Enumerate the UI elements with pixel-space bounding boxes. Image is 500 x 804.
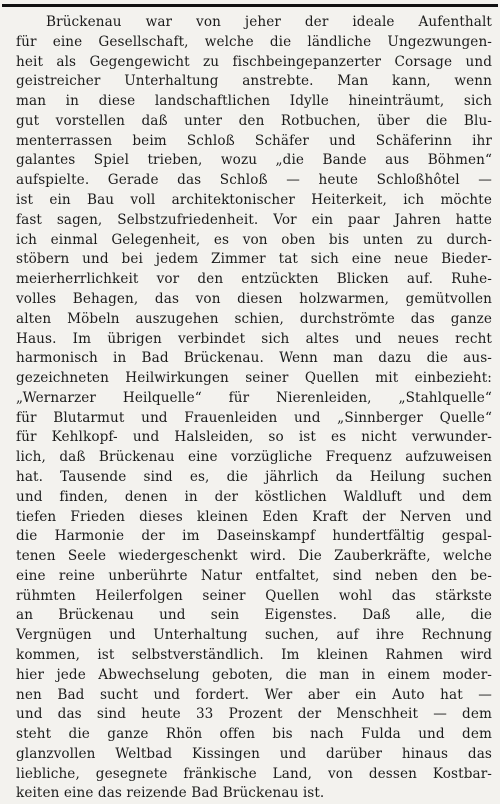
article-line: stöbern und bei jedem Zimmer tat sich eine neue Bieder- [16,251,492,268]
article-line: für eine Gesellschaft, welche die ländliche Ungezwungen- [16,33,492,50]
article-line: keiten eine das reizende Bad Brückenau ist. [16,785,325,802]
top-divider-rule [2,4,498,7]
article-line: eine reine unberührte Natur entfaltet, sind neben den be- [16,567,492,584]
article-line: galantes Spiel trieben, wozu „die Bande aus Böhmen“ [16,152,492,169]
article-body [16,13,492,804]
article-line: meierherrlichkeit vor den entzückten Blicken auf. Ruhe- [16,271,492,288]
article-line: menterrassen beim Schloß Schäfer und Schäferinn ihr [16,132,492,149]
article-line: aufspielte. Gerade das Schloß — heute Schloßhôtel — [16,172,492,189]
article-line: rühmten Heilerfolgen seiner Quellen wohl das stärkste [16,587,492,604]
article-line: ich einmal Gelegenheit, es von oben bis unten zu durch- [16,231,492,248]
article-line: lich, daß Brückenau eine vorzügliche Frequenz aufzuweisen [16,449,492,466]
article-line: Vergnügen und Unterhaltung suchen, auf ihre Rechnung [16,627,492,644]
article-line: und finden, denen in der köstlichen Waldluft und dem [16,488,492,505]
article-line: hat. Tausende sind es, die jährlich da Heilung suchen [16,468,492,485]
article-line: man in diese landschaftlichen Idylle hineinträumt, sich [16,93,492,110]
article-line: alten Möbeln auszugehen schien, durchströmte das ganze [16,310,492,327]
article-line: steht die ganze Rhön offen bis nach Fulda und dem [16,726,492,743]
article-line: harmonisch in Bad Brückenau. Wenn man dazu die aus- [16,350,492,367]
article-line: Haus. Im übrigen verbindet sich altes und neues recht [16,330,492,347]
article-line: „Wernarzer Heilquelle“ für Nierenleiden, „Stahlquelle“ [16,389,492,406]
article-line: ist ein Bau voll architektonischer Heiterkeit, ich möchte [16,192,492,209]
article-line: die Harmonie der im Daseinskampf hundertfältig gespal- [16,528,492,545]
article-line: nen Bad sucht und fordert. Wer aber ein Auto hat — [16,686,492,703]
article-line: gezeichneten Heilwirkungen seiner Quellen mit einbezieht: [16,370,492,387]
article-line: Brückenau war von jeher der ideale Aufenthalt [46,14,492,30]
article-line: heit als Gegengewicht zu fischbeingepanzerter Corsage und [16,53,492,70]
article-line: hier jede Abwechselung geboten, die man in einem moder- [16,666,492,683]
article-line: tiefen Frieden dieses kleinen Eden Kraft der Nerven und [16,508,492,525]
article-line: für Blutarmut und Frauenleiden und „Sinnberger Quelle“ [16,409,492,426]
article-line: fast sagen, Selbstzufriedenheit. Vor ein paar Jahren hatte [16,211,492,228]
article-line: liebliche, gesegnete fränkische Land, von dessen Kostbar- [16,765,492,782]
article-line: kommen, ist selbstverständlich. Im kleinen Rahmen wird [16,647,492,663]
article-line: für Kehlkopf- und Halsleiden, so ist es nicht verwunder- [16,429,492,446]
article-line: an Brückenau und sein Eigenstes. Daß alle, die [16,607,492,624]
article-line: und das sind heute 33 Prozent der Menschheit — dem [16,706,492,723]
article-line: tenen Seele wiedergeschenkt wird. Die Zauberkräfte, welche [16,548,492,565]
article-line: gut vorstellen daß unter den Rotbuchen, über die Blu- [16,112,492,129]
article-line: geistreicher Unterhaltung anstrebte. Man kann, wenn [16,73,492,90]
article-line: glanzvollen Weltbad Kissingen und darüber hinaus das [16,745,492,762]
article-line: volles Behagen, das von diesen holzwarmen, gemütvollen [16,290,492,307]
